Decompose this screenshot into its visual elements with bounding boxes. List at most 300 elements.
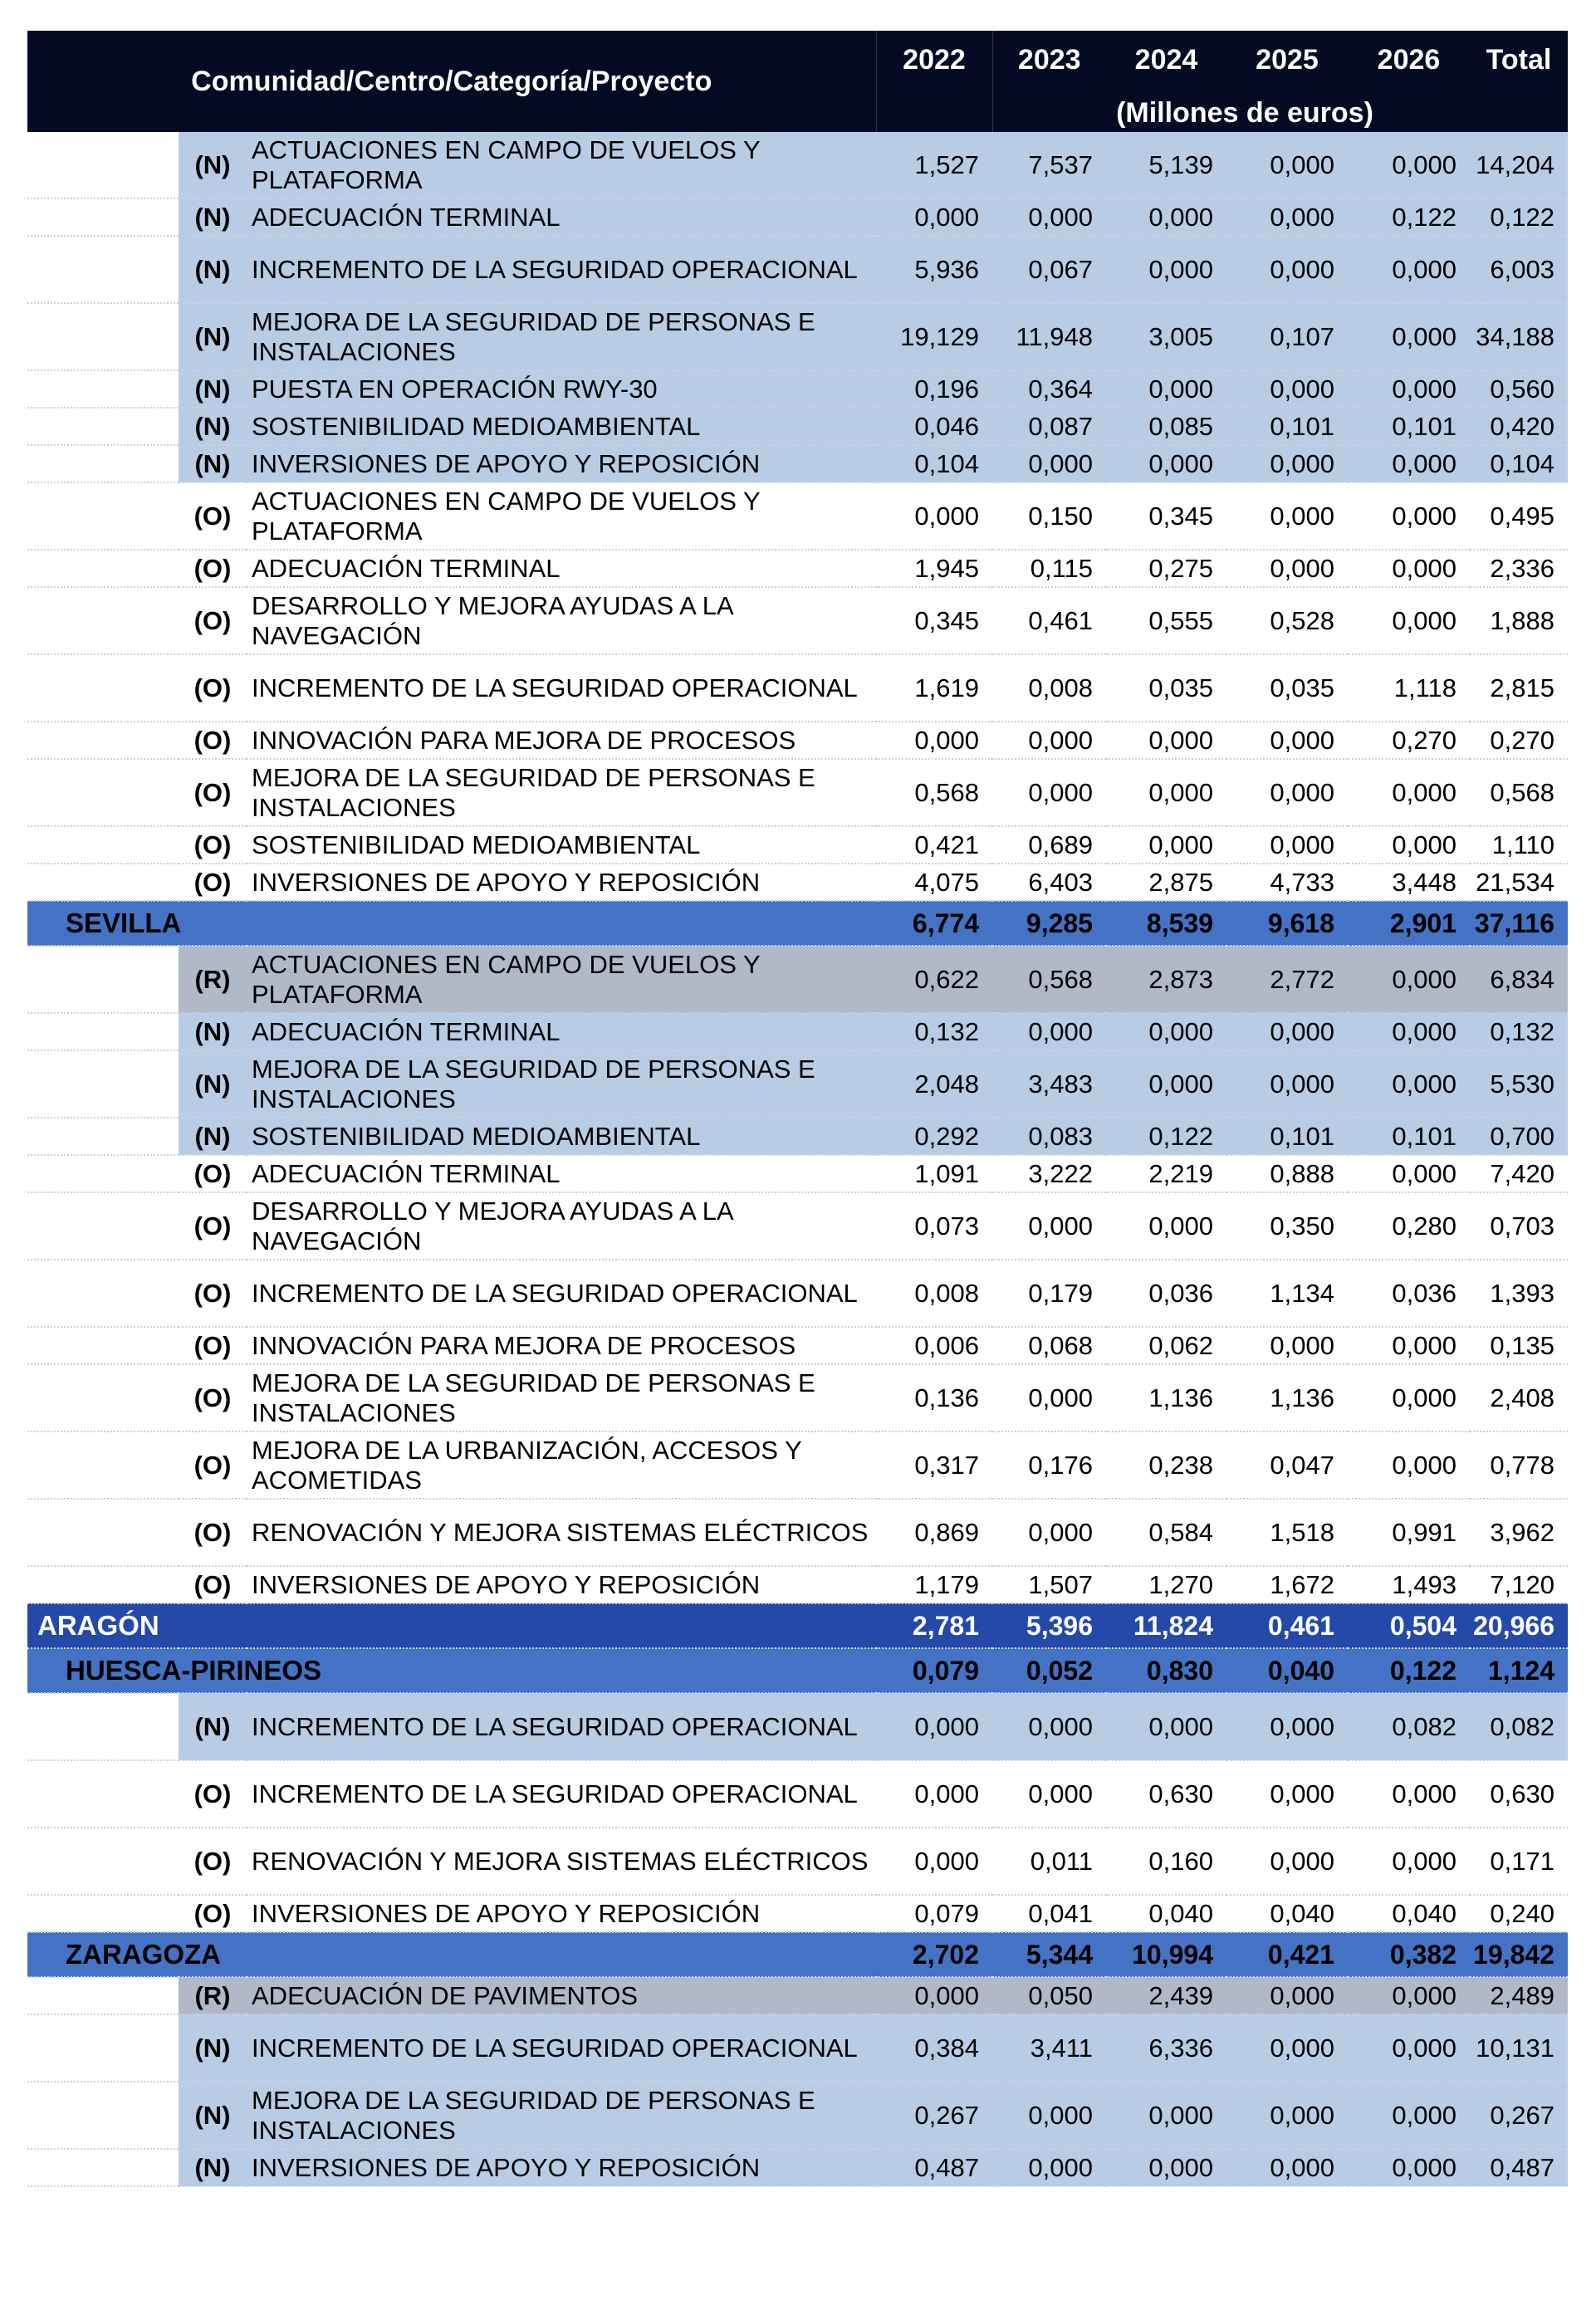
header-total: Total <box>1470 31 1568 132</box>
year-value: 0,270 <box>1348 722 1470 759</box>
year-value: 0,000 <box>1226 132 1348 198</box>
project-description: INCREMENTO DE LA SEGURIDAD OPERACIONAL <box>247 654 876 722</box>
total-value: 0,420 <box>1470 408 1568 445</box>
category-code: (O) <box>179 1260 247 1327</box>
year-value: 1,136 <box>1106 1364 1226 1431</box>
category-code: (N) <box>179 2014 247 2082</box>
year-value: 0,101 <box>1348 408 1470 445</box>
project-description: INCREMENTO DE LA SEGURIDAD OPERACIONAL <box>247 1260 876 1327</box>
year-value: 0,630 <box>1106 1760 1226 1828</box>
year-value: 1,518 <box>1226 1499 1348 1566</box>
year-value: 1,527 <box>876 132 992 198</box>
indent-cell <box>27 722 179 759</box>
year-value: 5,396 <box>992 1603 1106 1648</box>
year-value: 0,000 <box>1226 482 1348 550</box>
indent-cell <box>27 1118 179 1155</box>
year-value: 2,901 <box>1348 901 1470 946</box>
category-code: (O) <box>179 1327 247 1364</box>
year-value: 0,047 <box>1226 1431 1348 1499</box>
year-value: 0,000 <box>1226 2014 1348 2082</box>
region-name: ARAGÓN <box>27 1603 876 1648</box>
year-value: 0,008 <box>992 654 1106 722</box>
project-description: INVERSIONES DE APOYO Y REPOSICIÓN <box>247 864 876 901</box>
indent-cell <box>27 2149 179 2186</box>
indent-cell <box>27 1013 179 1050</box>
total-value: 19,842 <box>1470 1932 1568 1977</box>
year-value: 0,000 <box>1348 1431 1470 1499</box>
year-value: 0,073 <box>876 1192 992 1260</box>
year-value: 0,000 <box>992 445 1106 482</box>
indent-cell <box>27 654 179 722</box>
table-row <box>27 1693 1568 1760</box>
center-total-row <box>27 901 1568 946</box>
year-value: 0,179 <box>992 1260 1106 1327</box>
year-value: 0,000 <box>876 1977 992 2014</box>
year-value: 0,000 <box>1106 445 1226 482</box>
year-value: 0,000 <box>1226 198 1348 236</box>
table-row <box>27 722 1568 759</box>
year-value: 0,068 <box>992 1327 1106 1364</box>
year-value: 1,493 <box>1348 1566 1470 1603</box>
total-value: 34,188 <box>1470 303 1568 370</box>
table-row <box>27 2149 1568 2186</box>
year-value: 2,219 <box>1106 1155 1226 1192</box>
year-value: 0,000 <box>992 1364 1106 1431</box>
year-value: 0,000 <box>1106 722 1226 759</box>
year-value: 0,830 <box>1106 1648 1226 1693</box>
indent-cell <box>27 1499 179 1566</box>
year-value: 0,000 <box>1106 1050 1226 1118</box>
total-value: 0,104 <box>1470 445 1568 482</box>
category-code: (N) <box>179 370 247 408</box>
year-value: 0,040 <box>1348 1895 1470 1932</box>
year-value: 0,000 <box>992 1693 1106 1760</box>
total-value: 0,495 <box>1470 482 1568 550</box>
year-value: 0,000 <box>992 1760 1106 1828</box>
total-value: 0,703 <box>1470 1192 1568 1260</box>
table-row <box>27 587 1568 654</box>
indent-cell <box>27 370 179 408</box>
year-value: 0,079 <box>876 1895 992 1932</box>
category-code: (N) <box>179 1050 247 1118</box>
year-value: 6,774 <box>876 901 992 946</box>
year-value: 0,000 <box>876 722 992 759</box>
year-value: 0,087 <box>992 408 1106 445</box>
year-value: 0,000 <box>1348 1828 1470 1895</box>
indent-cell <box>27 1895 179 1932</box>
year-value: 0,150 <box>992 482 1106 550</box>
table-row <box>27 1260 1568 1327</box>
category-code: (O) <box>179 1760 247 1828</box>
year-value: 0,238 <box>1106 1431 1226 1499</box>
year-value: 3,005 <box>1106 303 1226 370</box>
year-value: 0,000 <box>1106 236 1226 303</box>
year-value: 2,875 <box>1106 864 1226 901</box>
year-value: 0,584 <box>1106 1499 1226 1566</box>
table-row <box>27 654 1568 722</box>
year-value: 0,555 <box>1106 587 1226 654</box>
total-value: 21,534 <box>1470 864 1568 901</box>
indent-cell <box>27 1155 179 1192</box>
year-value: 0,035 <box>1106 654 1226 722</box>
total-value: 0,132 <box>1470 1013 1568 1050</box>
year-value: 0,000 <box>1226 722 1348 759</box>
year-value: 0,000 <box>1348 1977 1470 2014</box>
year-value: 0,085 <box>1106 408 1226 445</box>
year-value: 7,537 <box>992 132 1106 198</box>
indent-cell <box>27 1431 179 1499</box>
total-value: 0,778 <box>1470 1431 1568 1499</box>
year-value: 0,000 <box>1226 1050 1348 1118</box>
year-value: 0,280 <box>1348 1192 1470 1260</box>
year-value: 0,000 <box>1348 236 1470 303</box>
year-value: 0,528 <box>1226 587 1348 654</box>
year-value: 0,000 <box>1226 1760 1348 1828</box>
indent-cell <box>27 482 179 550</box>
center-name: ZARAGOZA <box>27 1932 876 1977</box>
year-value: 0,000 <box>992 722 1106 759</box>
category-code: (N) <box>179 2082 247 2149</box>
category-code: (N) <box>179 303 247 370</box>
total-value: 0,560 <box>1470 370 1568 408</box>
table-row <box>27 198 1568 236</box>
table-row <box>27 1192 1568 1260</box>
table-row <box>27 759 1568 826</box>
year-value: 2,873 <box>1106 946 1226 1013</box>
project-description: ADECUACIÓN TERMINAL <box>247 1155 876 1192</box>
year-value: 0,107 <box>1226 303 1348 370</box>
year-value: 0,000 <box>992 2149 1106 2186</box>
category-code: (N) <box>179 1013 247 1050</box>
category-code: (O) <box>179 722 247 759</box>
category-code: (R) <box>179 946 247 1013</box>
project-description: ADECUACIÓN TERMINAL <box>247 198 876 236</box>
category-code: (N) <box>179 236 247 303</box>
year-value: 0,000 <box>1226 1693 1348 1760</box>
indent-cell <box>27 2082 179 2149</box>
category-code: (N) <box>179 2149 247 2186</box>
year-value: 4,075 <box>876 864 992 901</box>
year-value: 2,702 <box>876 1932 992 1977</box>
year-value: 0,345 <box>876 587 992 654</box>
total-value: 2,408 <box>1470 1364 1568 1431</box>
year-value: 0,568 <box>992 946 1106 1013</box>
project-description: MEJORA DE LA URBANIZACIÓN, ACCESOS Y ACOMETIDAS <box>247 1431 876 1499</box>
total-value: 7,420 <box>1470 1155 1568 1192</box>
year-value: 0,000 <box>992 198 1106 236</box>
total-value: 3,962 <box>1470 1499 1568 1566</box>
year-value: 10,994 <box>1106 1932 1226 1977</box>
year-value: 0,000 <box>1226 826 1348 864</box>
investment-table-container <box>27 31 1568 2187</box>
year-value: 0,000 <box>1226 550 1348 587</box>
year-value: 1,118 <box>1348 654 1470 722</box>
year-value: 0,115 <box>992 550 1106 587</box>
total-value: 1,110 <box>1470 826 1568 864</box>
category-code: (O) <box>179 587 247 654</box>
table-row <box>27 1155 1568 1192</box>
year-value: 0,000 <box>1226 1327 1348 1364</box>
total-value: 14,204 <box>1470 132 1568 198</box>
project-description: ADECUACIÓN TERMINAL <box>247 550 876 587</box>
category-code: (O) <box>179 1155 247 1192</box>
year-value: 1,507 <box>992 1566 1106 1603</box>
year-value: 0,040 <box>1106 1895 1226 1932</box>
indent-cell <box>27 864 179 901</box>
category-code: (O) <box>179 1566 247 1603</box>
year-value: 0,083 <box>992 1118 1106 1155</box>
year-value: 0,122 <box>1348 198 1470 236</box>
year-value: 0,384 <box>876 2014 992 2082</box>
year-value: 0,000 <box>1348 1050 1470 1118</box>
year-value: 0,040 <box>1226 1895 1348 1932</box>
year-value: 0,136 <box>876 1364 992 1431</box>
total-value: 0,267 <box>1470 2082 1568 2149</box>
table-row <box>27 826 1568 864</box>
year-value: 0,000 <box>1226 445 1348 482</box>
total-value: 0,630 <box>1470 1760 1568 1828</box>
total-value: 0,122 <box>1470 198 1568 236</box>
total-value: 0,135 <box>1470 1327 1568 1364</box>
total-value: 10,131 <box>1470 2014 1568 2082</box>
table-row <box>27 445 1568 482</box>
project-description: ACTUACIONES EN CAMPO DE VUELOS Y PLATAFORMA <box>247 946 876 1013</box>
year-value: 6,403 <box>992 864 1106 901</box>
year-value: 19,129 <box>876 303 992 370</box>
year-value: 0,000 <box>1226 1977 1348 2014</box>
year-value: 0,008 <box>876 1260 992 1327</box>
year-value: 0,000 <box>1106 2082 1226 2149</box>
year-value: 9,285 <box>992 901 1106 946</box>
investment-table <box>27 31 1568 2187</box>
project-description: ACTUACIONES EN CAMPO DE VUELOS Y PLATAFORMA <box>247 482 876 550</box>
year-value: 0,345 <box>1106 482 1226 550</box>
year-value: 0,622 <box>876 946 992 1013</box>
year-value: 0,036 <box>1348 1260 1470 1327</box>
category-code: (O) <box>179 1431 247 1499</box>
table-row <box>27 1013 1568 1050</box>
project-description: INNOVACIÓN PARA MEJORA DE PROCESOS <box>247 722 876 759</box>
year-value: 0,689 <box>992 826 1106 864</box>
indent-cell <box>27 303 179 370</box>
year-value: 0,000 <box>1348 826 1470 864</box>
year-value: 0,000 <box>1348 1327 1470 1364</box>
year-value: 0,869 <box>876 1499 992 1566</box>
indent-cell <box>27 2014 179 2082</box>
year-value: 6,336 <box>1106 2014 1226 2082</box>
year-value: 0,000 <box>1348 1364 1470 1431</box>
table-row <box>27 236 1568 303</box>
year-value: 0,000 <box>1106 1693 1226 1760</box>
year-value: 0,000 <box>1348 587 1470 654</box>
table-row <box>27 370 1568 408</box>
project-description: RENOVACIÓN Y MEJORA SISTEMAS ELÉCTRICOS <box>247 1499 876 1566</box>
year-value: 2,772 <box>1226 946 1348 1013</box>
table-row <box>27 2014 1568 2082</box>
total-value: 5,530 <box>1470 1050 1568 1118</box>
year-value: 2,048 <box>876 1050 992 1118</box>
indent-cell <box>27 408 179 445</box>
year-value: 0,421 <box>876 826 992 864</box>
project-description: INCREMENTO DE LA SEGURIDAD OPERACIONAL <box>247 236 876 303</box>
table-row <box>27 2082 1568 2149</box>
category-code: (O) <box>179 654 247 722</box>
project-description: MEJORA DE LA SEGURIDAD DE PERSONAS E INSTALACIONES <box>247 2082 876 2149</box>
indent-cell <box>27 587 179 654</box>
year-value: 0,036 <box>1106 1260 1226 1327</box>
year-value: 0,160 <box>1106 1828 1226 1895</box>
table-row <box>27 482 1568 550</box>
year-value: 0,317 <box>876 1431 992 1499</box>
year-value: 0,041 <box>992 1895 1106 1932</box>
year-value: 0,000 <box>1226 759 1348 826</box>
year-value: 0,000 <box>1348 550 1470 587</box>
table-row <box>27 1828 1568 1895</box>
table-row <box>27 1431 1568 1499</box>
header-unit: (Millones de euros) <box>1116 97 1373 129</box>
year-value: 0,000 <box>876 198 992 236</box>
year-value: 1,134 <box>1226 1260 1348 1327</box>
year-value: 0,000 <box>1106 198 1226 236</box>
year-value: 0,000 <box>1348 1013 1470 1050</box>
year-value: 0,035 <box>1226 654 1348 722</box>
category-code: (O) <box>179 1364 247 1431</box>
project-description: INCREMENTO DE LA SEGURIDAD OPERACIONAL <box>247 1693 876 1760</box>
year-value: 2,781 <box>876 1603 992 1648</box>
total-value: 6,834 <box>1470 946 1568 1013</box>
year-value: 1,945 <box>876 550 992 587</box>
year-value: 0,050 <box>992 1977 1106 2014</box>
indent-cell <box>27 1364 179 1431</box>
indent-cell <box>27 759 179 826</box>
total-value: 0,568 <box>1470 759 1568 826</box>
year-value: 0,000 <box>876 1760 992 1828</box>
year-value: 0,000 <box>1226 1828 1348 1895</box>
project-description: ACTUACIONES EN CAMPO DE VUELOS Y PLATAFORMA <box>247 132 876 198</box>
project-description: INCREMENTO DE LA SEGURIDAD OPERACIONAL <box>247 1760 876 1828</box>
project-description: ADECUACIÓN DE PAVIMENTOS <box>247 1977 876 2014</box>
project-description: PUESTA EN OPERACIÓN RWY-30 <box>247 370 876 408</box>
year-value: 0,000 <box>1106 759 1226 826</box>
year-value: 0,000 <box>1348 482 1470 550</box>
year-value: 0,461 <box>1226 1603 1348 1648</box>
year-value: 0,011 <box>992 1828 1106 1895</box>
year-value: 0,000 <box>992 1192 1106 1260</box>
project-description: RENOVACIÓN Y MEJORA SISTEMAS ELÉCTRICOS <box>247 1828 876 1895</box>
year-value: 0,888 <box>1226 1155 1348 1192</box>
total-value: 0,240 <box>1470 1895 1568 1932</box>
table-row <box>27 864 1568 901</box>
indent-cell <box>27 132 179 198</box>
category-code: (N) <box>179 1693 247 1760</box>
indent-cell <box>27 1260 179 1327</box>
table-row <box>27 946 1568 1013</box>
category-code: (R) <box>179 1977 247 2014</box>
total-value: 2,815 <box>1470 654 1568 722</box>
year-value: 4,733 <box>1226 864 1348 901</box>
header-year-2024: 2024 <box>1106 31 1226 132</box>
total-value: 1,888 <box>1470 587 1568 654</box>
year-value: 0,104 <box>876 445 992 482</box>
year-value: 0,000 <box>1106 370 1226 408</box>
year-value: 0,067 <box>992 236 1106 303</box>
year-value: 0,000 <box>1226 2149 1348 2186</box>
project-description: DESARROLLO Y MEJORA AYUDAS A LA NAVEGACIÓN <box>247 587 876 654</box>
indent-cell <box>27 1828 179 1895</box>
project-description: INVERSIONES DE APOYO Y REPOSICIÓN <box>247 1895 876 1932</box>
year-value: 0,000 <box>1348 445 1470 482</box>
year-value: 0,000 <box>1348 303 1470 370</box>
year-value: 1,091 <box>876 1155 992 1192</box>
center-total-row <box>27 1932 1568 1977</box>
project-description: INVERSIONES DE APOYO Y REPOSICIÓN <box>247 445 876 482</box>
year-value: 0,052 <box>992 1648 1106 1693</box>
indent-cell <box>27 1327 179 1364</box>
header-year-2026: 2026 <box>1348 31 1470 132</box>
year-value: 8,539 <box>1106 901 1226 946</box>
year-value: 2,439 <box>1106 1977 1226 2014</box>
year-value: 0,267 <box>876 2082 992 2149</box>
year-value: 0,101 <box>1226 1118 1348 1155</box>
total-value: 0,700 <box>1470 1118 1568 1155</box>
total-value: 0,487 <box>1470 2149 1568 2186</box>
table-row <box>27 1118 1568 1155</box>
indent-cell <box>27 236 179 303</box>
year-value: 0,504 <box>1348 1603 1470 1648</box>
category-code: (N) <box>179 132 247 198</box>
year-value: 3,448 <box>1348 864 1470 901</box>
total-value: 1,393 <box>1470 1260 1568 1327</box>
indent-cell <box>27 198 179 236</box>
project-description: SOSTENIBILIDAD MEDIOAMBIENTAL <box>247 408 876 445</box>
year-value: 0,000 <box>1348 2149 1470 2186</box>
category-code: (N) <box>179 445 247 482</box>
total-value: 20,966 <box>1470 1603 1568 1648</box>
year-value: 1,179 <box>876 1566 992 1603</box>
category-code: (N) <box>179 408 247 445</box>
table-body <box>27 132 1568 2186</box>
project-description: SOSTENIBILIDAD MEDIOAMBIENTAL <box>247 1118 876 1155</box>
year-value: 11,948 <box>992 303 1106 370</box>
table-row <box>27 132 1568 198</box>
total-value: 0,082 <box>1470 1693 1568 1760</box>
category-code: (N) <box>179 198 247 236</box>
year-value: 0,000 <box>1226 2082 1348 2149</box>
year-value: 0,040 <box>1226 1648 1348 1693</box>
indent-cell <box>27 1977 179 2014</box>
table-row <box>27 1977 1568 2014</box>
table-row <box>27 1895 1568 1932</box>
indent-cell <box>27 1693 179 1760</box>
table-row <box>27 1050 1568 1118</box>
project-description: ADECUACIÓN TERMINAL <box>247 1013 876 1050</box>
project-description: DESARROLLO Y MEJORA AYUDAS A LA NAVEGACIÓN <box>247 1192 876 1260</box>
table-row <box>27 1566 1568 1603</box>
table-row <box>27 1760 1568 1828</box>
year-value: 0,046 <box>876 408 992 445</box>
year-value: 0,461 <box>992 587 1106 654</box>
year-value: 0,132 <box>876 1013 992 1050</box>
total-value: 37,116 <box>1470 901 1568 946</box>
year-value: 0,000 <box>876 1828 992 1895</box>
year-value: 0,350 <box>1226 1192 1348 1260</box>
year-value: 0,000 <box>1106 1192 1226 1260</box>
year-value: 1,270 <box>1106 1566 1226 1603</box>
year-value: 0,176 <box>992 1431 1106 1499</box>
project-description: MEJORA DE LA SEGURIDAD DE PERSONAS E INSTALACIONES <box>247 303 876 370</box>
year-value: 0,079 <box>876 1648 992 1693</box>
year-value: 5,344 <box>992 1932 1106 1977</box>
